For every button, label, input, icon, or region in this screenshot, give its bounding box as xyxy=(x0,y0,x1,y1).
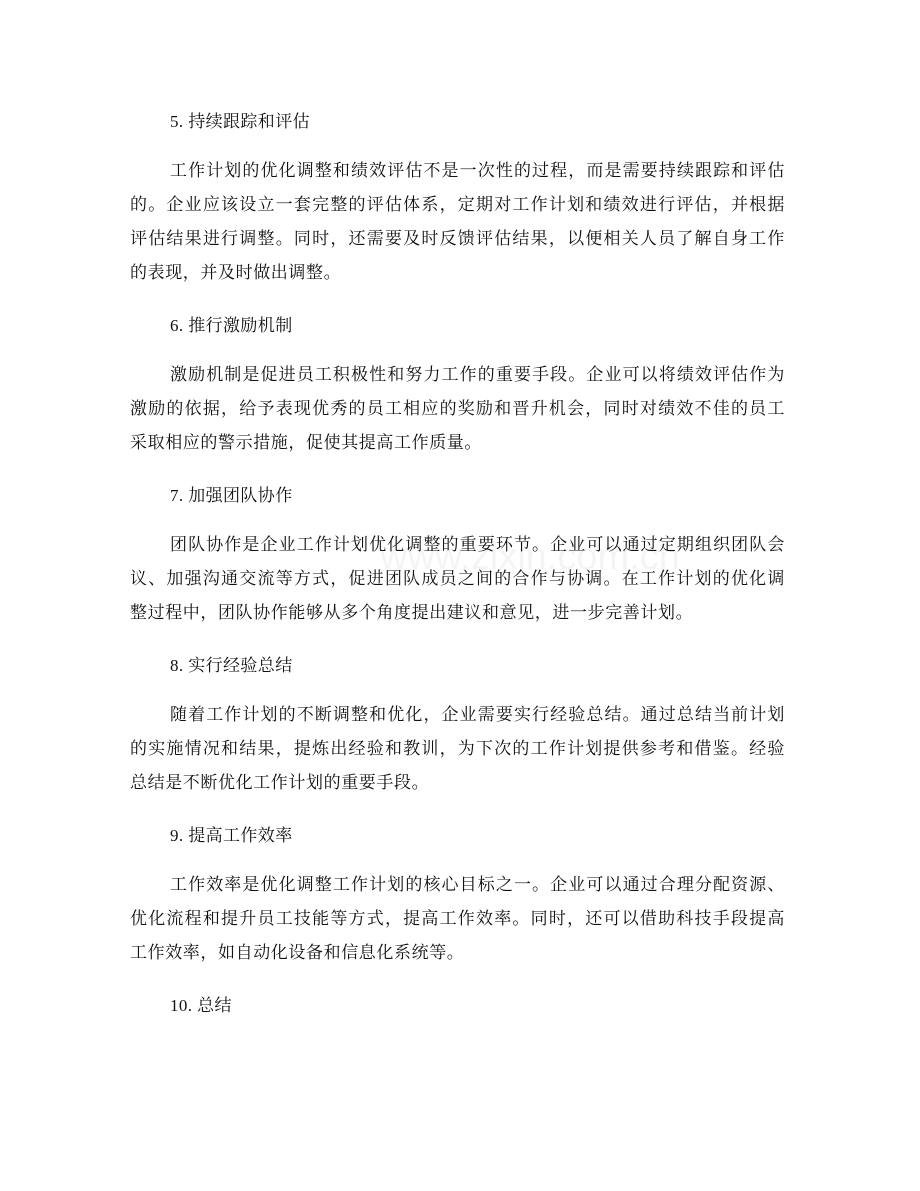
paragraph-line: 评估结果进行调整。同时，还需要及时反馈评估结果，以便相关人员了解自身工作 xyxy=(130,229,785,248)
section-heading: 10. 总结 xyxy=(170,996,232,1015)
paragraph-line: 的表现，并及时做出调整。 xyxy=(130,263,342,282)
paragraph xyxy=(130,154,785,290)
section-heading: 8. 实行经验总结 xyxy=(170,656,293,675)
section-heading: 5. 持续跟踪和评估 xyxy=(170,112,310,131)
paragraph xyxy=(130,358,785,460)
section-heading: 9. 提高工作效率 xyxy=(170,826,293,845)
paragraph-line: 整过程中，团队协作能够从多个角度提出建议和意见，进一步完善计划。 xyxy=(130,603,694,622)
paragraph-line: 激励的依据，给予表现优秀的员工相应的奖励和晋升机会，同时对绩效不佳的员工 xyxy=(130,399,785,418)
paragraph-line: 总结是不断优化工作计划的重要手段。 xyxy=(130,773,430,792)
paragraph xyxy=(130,528,785,630)
paragraph-line: 随着工作计划的不断调整和优化，企业需要实行经验总结。通过总结当前计划 xyxy=(170,705,785,724)
document-body xyxy=(130,105,785,1023)
paragraph-line: 激励机制是促进员工积极性和努力工作的重要手段。企业可以将绩效评估作为 xyxy=(170,365,785,384)
paragraph xyxy=(130,868,785,970)
section-heading: 6. 推行激励机制 xyxy=(170,316,293,335)
paragraph-line: 的实施情况和结果，提炼出经验和教训，为下次的工作计划提供参考和借鉴。经验 xyxy=(130,739,785,758)
paragraph-line: 工作效率，如自动化设备和信息化系统等。 xyxy=(130,943,465,962)
section-heading: 7. 加强团队协作 xyxy=(170,486,293,505)
paragraph-line: 工作效率是优化调整工作计划的核心目标之一。企业可以通过合理分配资源、 xyxy=(170,875,785,894)
paragraph-line: 采取相应的警示措施，促使其提高工作质量。 xyxy=(130,433,482,452)
paragraph-line: 优化流程和提升员工技能等方式，提高工作效率。同时，还可以借助科技手段提高 xyxy=(130,909,785,928)
paragraph-line: 的。企业应该设立一套完整的评估体系，定期对工作计划和绩效进行评估，并根据 xyxy=(130,195,785,214)
paragraph xyxy=(130,698,785,800)
paragraph-line: 议、加强沟通交流等方式，促进团队成员之间的合作与协调。在工作计划的优化调 xyxy=(130,569,785,588)
paragraph-line: 工作计划的优化调整和绩效评估不是一次性的过程，而是需要持续跟踪和评估 xyxy=(170,161,785,180)
paragraph-line: 团队协作是企业工作计划优化调整的重要环节。企业可以通过定期组织团队会 xyxy=(170,535,785,554)
